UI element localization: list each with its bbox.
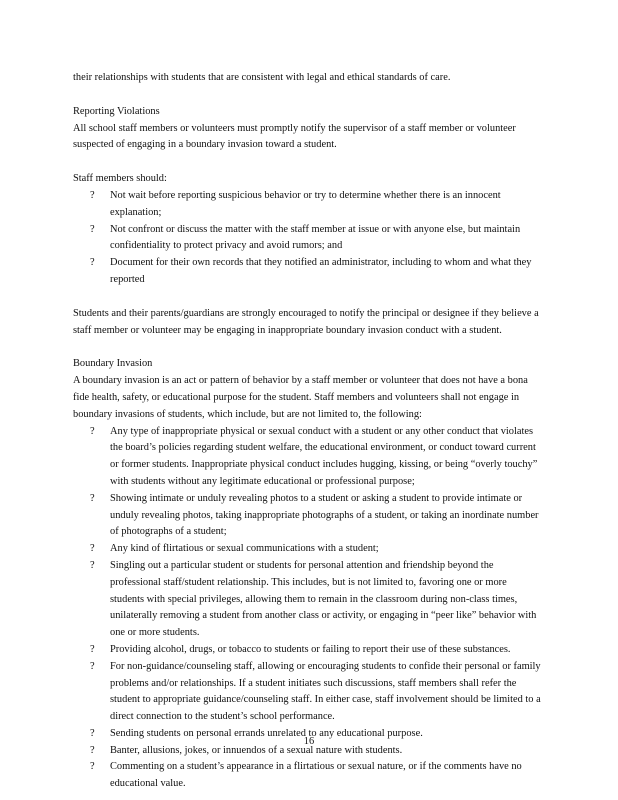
list-item-text: Document for their own records that they notified an administrator, including to whom and what they reported [110, 257, 532, 285]
bullet-icon: ? [90, 492, 95, 504]
bullet-icon: ? [90, 425, 95, 437]
spacer [73, 339, 543, 356]
list-item [73, 491, 543, 541]
list-item-text: Banter, allusions, jokes, or innuendos of a sexual nature with students. [110, 744, 403, 756]
list-item [73, 558, 543, 642]
page-number: 16 [303, 736, 315, 747]
list-item [73, 659, 543, 726]
bullet-icon: ? [90, 189, 95, 201]
list-item-text: Commenting on a student’s appearance in a flirtatious or sexual nature, or if the comments have no educational value. [110, 761, 522, 790]
spacer [73, 87, 543, 104]
reporting-paragraph: All school staff members or volunteers must promptly notify the supervisor of a staff member or volunteer suspected of engaging in a boundary invasion toward a student. [73, 122, 516, 151]
boundary-paragraph: A boundary invasion is an act or pattern of behavior by a staff member or volunteer that does not have a bona fide health, safety, or educational purpose for the student. Staff members and volunteers shall not engage in boundary invasions of students, which include, but are not limited to, the following: [73, 375, 528, 420]
list-item-text: Not wait before reporting suspicious behavior or try to determine whether there is an innocent explanation; [110, 189, 501, 218]
bullet-icon: ? [90, 257, 95, 269]
list-item-text: Not confront or discuss the matter with the staff member at issue or with anyone else, but maintain confidentiality to protect privacy and avoid rumors; and [110, 223, 521, 252]
bullet-icon: ? [90, 643, 95, 655]
list-item-text: Showing intimate or unduly revealing photos to a student or asking a student to provide intimate or unduly revealing photos, taking inappropriate photographs of a student, or taking an inordinate number of photographs of a student; [110, 492, 539, 538]
reporting-heading: Reporting Violations [73, 105, 160, 117]
bullet-icon: ? [90, 761, 95, 773]
bullet-icon: ? [90, 559, 95, 571]
list-item-text: Providing alcohol, drugs, or tobacco to students or failing to report their use of these substances. [110, 643, 511, 655]
list-item [73, 424, 543, 491]
bullet-icon: ? [90, 727, 95, 739]
list-item-text: Any type of inappropriate physical or sexual conduct with a student or any other conduct that violates the board’s policies regarding student welfare, the educational environment, or conduct toward current or former students. Inappropriate physical conduct includes hugging, kissing, or being “overly touchy” with students without any legitimate educational or professional purpose; [110, 425, 538, 487]
list-item-text: Singling out a particular student or students for personal attention and friendship beyond the professional staff/student relationship. This includes, but is not limited to, favoring one or more students with special privileges, allowing them to remain in the classroom during non-class times, unilaterally removing a student from another class or activity, or engaging in “peer like” behavior with one or more students. [110, 559, 537, 639]
bullet-icon: ? [90, 223, 95, 235]
list-item [73, 541, 543, 558]
spacer [73, 154, 543, 171]
boundary-heading: Boundary Invasion [73, 358, 153, 370]
list-item [73, 222, 543, 256]
students-paragraph: Students and their parents/guardians are strongly encouraged to notify the principal or designee if they believe a staff member or volunteer may be engaging in inappropriate boundary invasion conduct with a student. [73, 307, 539, 336]
list-item [73, 188, 543, 222]
spacer [73, 289, 543, 306]
document-page [73, 70, 543, 793]
bullet-icon: ? [90, 744, 95, 756]
bullet-icon: ? [90, 660, 95, 672]
staff-should-list [73, 188, 543, 289]
list-item [73, 642, 543, 659]
intro-line: their relationships with students that are consistent with legal and ethical standards of care. [73, 72, 451, 83]
list-item-text: Any kind of flirtatious or sexual communications with a student; [110, 543, 379, 555]
staff-should-heading: Staff members should: [73, 173, 167, 185]
list-item-text: Sending students on personal errands unrelated to any educational purpose. [110, 727, 423, 739]
list-item [73, 255, 543, 289]
list-item-text: For non-guidance/counseling staff, allowing or encouraging students to confide their personal or family problems and/or relationships. If a student initiates such discussions, staff members shall refer the student to appropriate guidance/counseling staff. In either case, staff involvement should be limited to a direct connection to the student’s school performance. [110, 660, 541, 723]
bullet-icon: ? [90, 543, 95, 555]
list-item [73, 759, 543, 793]
